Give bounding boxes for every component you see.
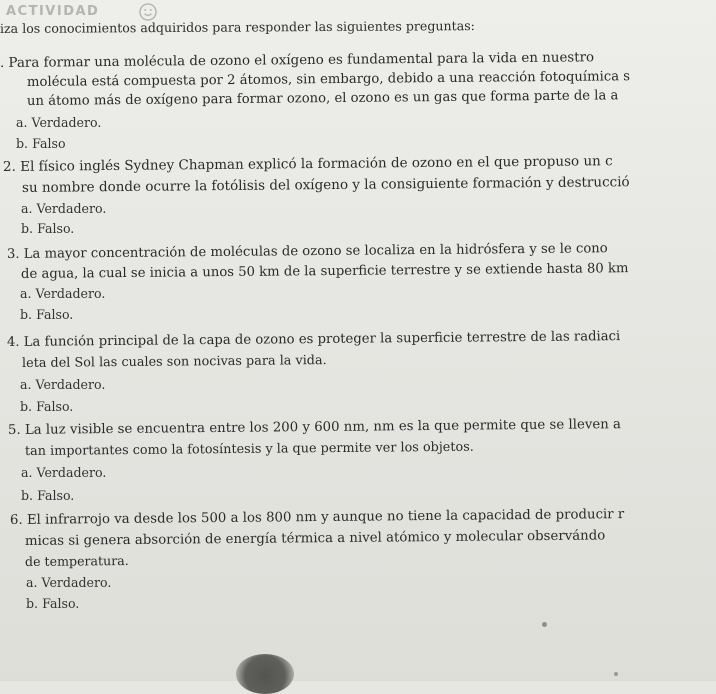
- ink-dot: [614, 672, 618, 676]
- question-2-option-b: b. Falso.: [21, 221, 75, 236]
- question-5-line-2: tan importantes como la fotosíntesis y la que permite ver los objetos.: [24, 439, 474, 459]
- question-5-option-a: a. Verdadero.: [21, 465, 107, 480]
- question-1-option-a: a. Verdadero.: [16, 115, 102, 130]
- question-1-line-2: molécula está compuesta por 2 átomos, sin embargo, debido a una reacción fotoquímica s: [26, 69, 631, 90]
- question-3-option-b: b. Falso.: [20, 307, 74, 322]
- question-5-line-1: 5. La luz visible se encuentra entre los 200 y 600 nm, nm es la que permite que se lleven a: [7, 417, 621, 438]
- question-1-option-b: b. Falso: [16, 136, 66, 151]
- question-4-option-b: b. Falso.: [20, 399, 74, 414]
- activity-label: ACTIVIDAD: [6, 4, 100, 19]
- question-2-line-2: su nombre donde ocurre la fotólisis del oxígeno y la consiguiente formación y destrucció: [21, 174, 630, 196]
- question-1-line-1: . Para formar una molécula de ozono el oxígeno es fundamental para la vida en nuestro: [0, 50, 595, 71]
- question-3-option-a: a. Verdadero.: [20, 286, 106, 301]
- question-2-option-a: a. Verdadero.: [21, 201, 107, 216]
- instructions: iza los conocimientos adquiridos para responder las siguientes preguntas:: [0, 18, 475, 36]
- question-4-line-1: 4. La función principal de la capa de ozono es proteger la superficie terrestre de las radiaci: [6, 329, 621, 350]
- question-6-line-3: de temperatura.: [24, 553, 129, 569]
- smudge-mark: [236, 654, 294, 694]
- ink-dot: [542, 622, 547, 627]
- question-2-line-1: 2. El físico inglés Sydney Chapman explicó la formación de ozono en el que propuso un c: [2, 153, 613, 175]
- question-3-line-2: de agua, la cual se inicia a unos 50 km de la superficie terrestre y se extiende hasta 80 km: [20, 261, 629, 282]
- question-4-option-a: a. Verdadero.: [20, 377, 106, 392]
- question-5-option-b: b. Falso.: [21, 488, 75, 503]
- question-6-line-1: 6. El infrarrojo va desde los 500 a los 800 nm y aunque no tiene la capacidad de producir r: [9, 507, 625, 528]
- question-1-line-3: un átomo más de oxígeno para formar ozono, el ozono es un gas que forma parte de la a: [26, 88, 619, 109]
- question-4-line-2: leta del Sol las cuales son nocivas para la vida.: [21, 353, 327, 371]
- smiley-face-icon: [138, 2, 158, 22]
- question-6-line-2: micas si genera absorción de energía térmica a nivel atómico y molecular observándo: [24, 528, 606, 549]
- question-6-option-a: a. Verdadero.: [26, 575, 112, 590]
- question-6-option-b: b. Falso.: [26, 596, 80, 611]
- question-3-line-1: 3. La mayor concentración de moléculas de ozono se localiza en la hidrósfera y se le cono: [6, 241, 608, 262]
